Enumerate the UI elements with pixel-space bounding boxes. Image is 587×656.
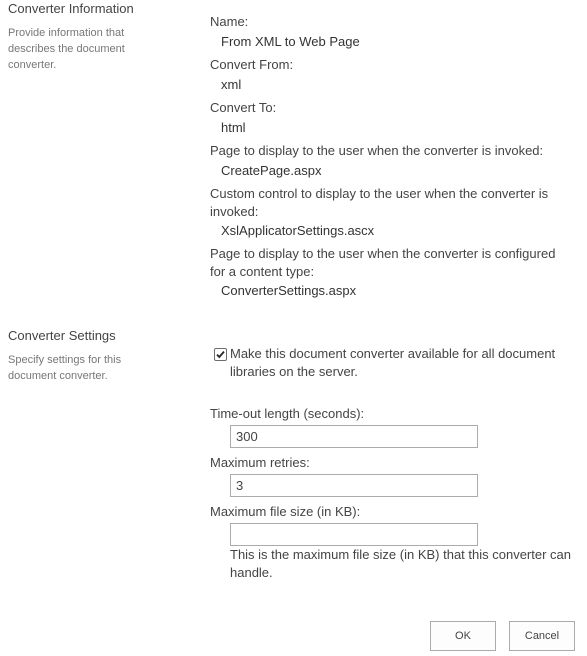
configure-page-label: Page to display to the user when the converter is configured for a content type: xyxy=(210,246,556,279)
convert-to-label: Convert To: xyxy=(210,100,277,115)
max-file-size-help: This is the maximum file size (in KB) that this converter can handle. xyxy=(230,547,572,580)
name-value: From XML to Web Page xyxy=(221,34,360,49)
cancel-button[interactable]: Cancel xyxy=(509,621,575,651)
name-label: Name: xyxy=(210,14,249,29)
available-all-libraries-checkbox[interactable] xyxy=(214,348,227,361)
max-retries-input[interactable] xyxy=(230,474,478,497)
max-file-size-input[interactable] xyxy=(230,523,478,546)
timeout-label: Time-out length (seconds): xyxy=(210,406,365,421)
converter-information-description: Provide information that describes the document converter. xyxy=(8,27,125,71)
max-file-size-label: Maximum file size (in KB): xyxy=(210,504,361,519)
configure-page-value: ConverterSettings.aspx xyxy=(221,283,357,298)
available-all-libraries-label: Make this document converter available for all document libraries on the server. xyxy=(230,346,556,379)
custom-control-label: Custom control to display to the user when the converter is invoked: xyxy=(210,186,549,219)
checkmark-icon xyxy=(215,349,226,360)
timeout-input[interactable] xyxy=(230,425,478,448)
custom-control-value: XslApplicatorSettings.ascx xyxy=(221,223,375,238)
convert-from-label: Convert From: xyxy=(210,57,294,72)
converter-settings-title: Converter Settings xyxy=(8,328,116,343)
converter-information-title: Converter Information xyxy=(8,1,134,16)
converter-settings-description: Specify settings for this document converter. xyxy=(8,354,122,382)
ok-button[interactable]: OK xyxy=(430,621,496,651)
max-retries-label: Maximum retries: xyxy=(210,455,310,470)
convert-from-value: xml xyxy=(221,77,242,92)
convert-to-value: html xyxy=(221,120,246,135)
invoke-page-label: Page to display to the user when the converter is invoked: xyxy=(210,143,544,158)
invoke-page-value: CreatePage.aspx xyxy=(221,163,322,178)
